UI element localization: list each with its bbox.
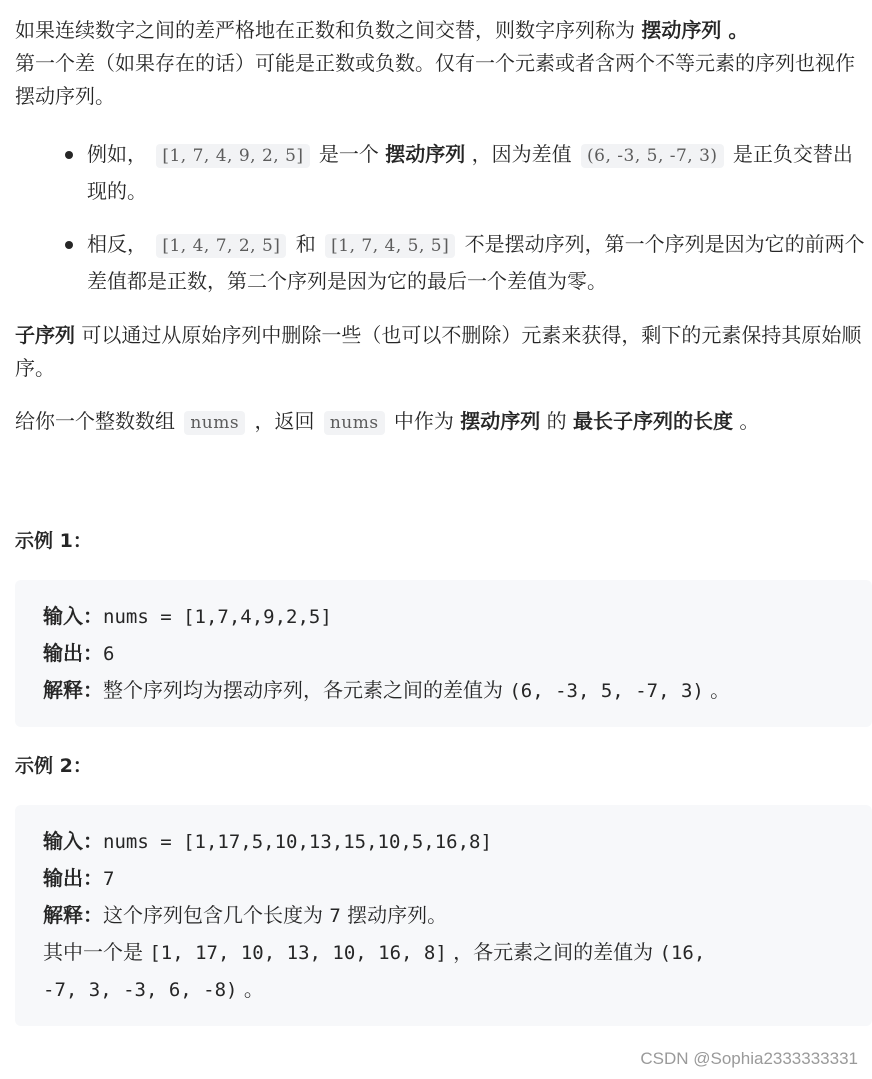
example-1-title: 示例 1： bbox=[15, 530, 92, 552]
example-2-input-line bbox=[43, 823, 844, 860]
explain-line-code-3: -7, 3, -3, 6, -8) bbox=[43, 979, 238, 1001]
intro-bold-term: 摆动序列 。 bbox=[641, 18, 749, 42]
example-2-explain-line-2 bbox=[43, 934, 844, 971]
bullet1-text-3: ，因为差值 bbox=[465, 142, 578, 166]
task-text-3: 中作为 bbox=[387, 409, 461, 433]
intro-text: 如果连续数字之间的差严格地在正数和负数之间交替，则数字序列称为 bbox=[15, 18, 642, 42]
example-2-title: 示例 2： bbox=[15, 755, 92, 777]
inline-code-sequence-a: [1, 4, 7, 2, 5] bbox=[156, 234, 286, 258]
bullet1-text-2: 是一个 bbox=[312, 142, 386, 166]
task-bold-term-1: 摆动序列 bbox=[460, 409, 541, 433]
explain-text-2: 摆动序列。 bbox=[340, 903, 448, 927]
inline-code-nums: nums bbox=[184, 411, 245, 435]
bullet2-text-2: 和 bbox=[289, 232, 323, 256]
explain-text: 整个序列均为摆动序列，各元素之间的差值为 bbox=[103, 678, 510, 702]
example-2-explain-line-3 bbox=[43, 971, 844, 1008]
inline-code-sequence-b: [1, 7, 4, 5, 5] bbox=[325, 234, 455, 258]
output-value: 7 bbox=[103, 868, 115, 890]
example-1-explain-line bbox=[43, 672, 844, 709]
bullet2-text-3: 不是摆动序列，第一个序列是因为它的前两个差值都是正数，第二个序列是因为它的最后一个差值为零。 bbox=[87, 232, 865, 293]
task-text-5: 。 bbox=[733, 409, 760, 433]
bullet-dot-icon bbox=[65, 151, 73, 159]
input-label: 输入： bbox=[43, 604, 103, 628]
bullet1-text-1: 例如， bbox=[87, 142, 154, 166]
example-1-box bbox=[15, 580, 872, 727]
example-bullets bbox=[15, 137, 872, 299]
example-2-box bbox=[15, 805, 872, 1026]
explain-code: (6, -3, 5, -7, 3) bbox=[509, 680, 704, 702]
output-label: 输出： bbox=[43, 641, 103, 665]
csdn-watermark: CSDN @Sophia2333333331 bbox=[640, 1049, 858, 1068]
input-value: nums = [1,7,4,9,2,5] bbox=[103, 606, 332, 628]
bullet-dot-icon bbox=[65, 241, 73, 249]
subsequence-text: 可以通过从原始序列中删除一些（也可以不删除）元素来获得，剩下的元素保持其原始顺序。 bbox=[15, 323, 862, 380]
example-2-explain-line bbox=[43, 897, 844, 934]
explain-line-code-2: (16, bbox=[659, 942, 706, 964]
task-paragraph bbox=[15, 405, 872, 440]
explain-label: 解释： bbox=[43, 678, 103, 702]
task-bold-term-2: 最长子序列的长度 bbox=[573, 409, 734, 433]
explain-number: 7 bbox=[329, 905, 341, 927]
problem-description bbox=[15, 14, 872, 1026]
task-text-1: 给你一个整数数组 bbox=[15, 409, 182, 433]
explain-line-text: 其中一个是 bbox=[43, 940, 150, 964]
output-value: 6 bbox=[103, 643, 115, 665]
subsequence-bold-term: 子序列 bbox=[15, 323, 75, 347]
input-label: 输入： bbox=[43, 829, 103, 853]
example-2-output-line bbox=[43, 860, 844, 897]
example-1-input-line bbox=[43, 598, 844, 635]
bullet-item-wiggle-example bbox=[15, 137, 872, 209]
bullet-item-counter-example bbox=[15, 227, 872, 299]
inline-code-sequence: [1, 7, 4, 9, 2, 5] bbox=[156, 144, 309, 168]
task-text-2: ，返回 bbox=[248, 409, 321, 433]
example-1-output-line bbox=[43, 635, 844, 672]
bullet1-bold-term: 摆动序列 bbox=[385, 142, 466, 166]
explain-line-code: [1, 17, 10, 13, 10, 16, 8] bbox=[149, 942, 447, 964]
explain-text: 这个序列包含几个长度为 bbox=[103, 903, 330, 927]
output-label: 输出： bbox=[43, 866, 103, 890]
inline-code-nums-2: nums bbox=[324, 411, 385, 435]
intro-text-2: 第一个差（如果存在的话）可能是正数或负数。仅有一个元素或者含两个不等元素的序列也视作摆动序列。 bbox=[15, 51, 855, 108]
explain-line-text-2: ，各元素之间的差值为 bbox=[446, 940, 660, 964]
explain-end: 。 bbox=[703, 678, 731, 702]
explain-line-end: 。 bbox=[237, 977, 264, 1001]
task-text-4: 的 bbox=[540, 409, 574, 433]
bullet1-text-4: 是正负交替出现的。 bbox=[87, 142, 853, 203]
intro-paragraph bbox=[15, 14, 872, 113]
input-value: nums = [1,17,5,10,13,15,10,5,16,8] bbox=[103, 831, 492, 853]
subsequence-paragraph bbox=[15, 319, 872, 385]
inline-code-differences: (6, -3, 5, -7, 3) bbox=[581, 144, 724, 168]
explain-label: 解释： bbox=[43, 903, 103, 927]
bullet2-text-1: 相反， bbox=[87, 232, 154, 256]
